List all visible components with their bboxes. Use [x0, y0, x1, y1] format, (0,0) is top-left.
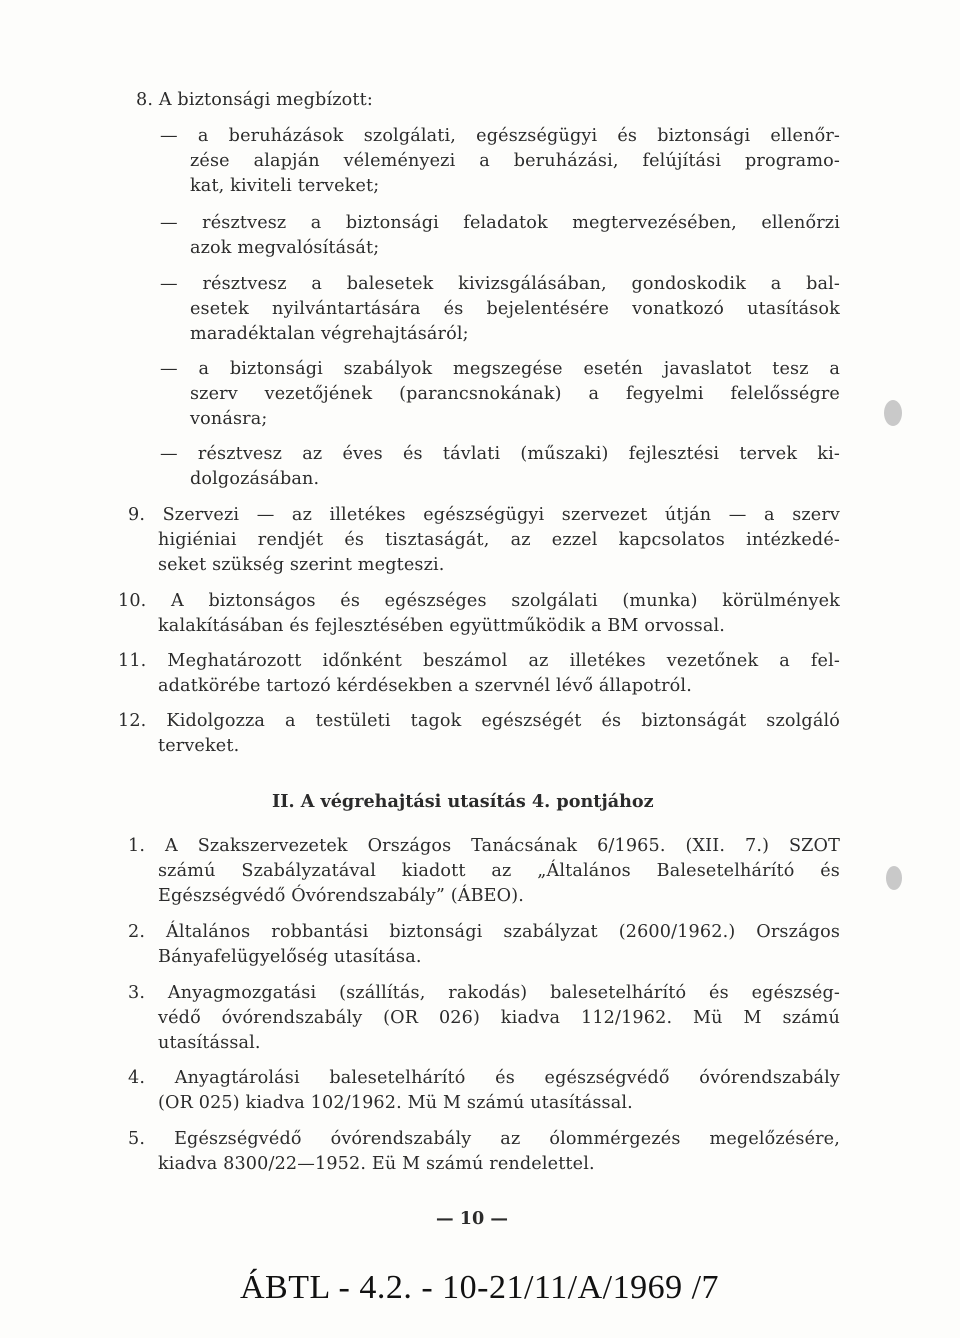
archive-reference: ÁBTL - 4.2. - 10-21/11/A/1969 /7 [240, 1269, 720, 1306]
item8-bullet1-line2: zése alapján véleményezi a beruházási, felújítási programo- [190, 151, 840, 171]
item10-line2: kalakításában és fejlesztésében együttműködik a BM orvossal. [158, 616, 725, 636]
item8-title: 8. A biztonsági megbízott: [136, 90, 373, 110]
item8-bullet3-line2: esetek nyilvántartására és bejelentésére vonatkozó utasítások [190, 299, 840, 319]
section-item5-line2: kiadva 8300/22—1952. Eü M számú rendelettel. [158, 1154, 595, 1174]
section-item2-line2: Bányafelügyelőség utasítása. [158, 947, 422, 967]
item12-line2: terveket. [158, 736, 240, 756]
item11-line2: adatkörébe tartozó kérdésekben a szervnél lévő állapotról. [158, 676, 692, 696]
section-item3-line3: utasítással. [158, 1033, 261, 1053]
section-item4-line2: (OR 025) kiadva 102/1962. Mü M számú utasítással. [158, 1093, 633, 1113]
section-item3-line1: 3. Anyagmozgatási (szállítás, rakodás) balesetelhárító és egészség- [128, 983, 840, 1003]
section-item1-line3: Egészségvédő Óvórendszabály” (ÁBEO). [158, 886, 525, 906]
item8-bullet5-line2: dolgozásában. [190, 469, 320, 489]
page-number: — 10 — [436, 1208, 508, 1229]
item9-line1: 9. Szervezi — az illetékes egészségügyi szervezet útján — a szerv [128, 505, 840, 525]
item8-bullet2-line1: — résztvesz a biztonsági feladatok megtervezésében, ellenőrzi [160, 213, 840, 233]
section-item2-line1: 2. Általános robbantási biztonsági szabályzat (2600/1962.) Országos [128, 922, 840, 942]
binding-hole-mark [884, 400, 902, 426]
section-item1-line2: számú Szabályzatával kiadott az „Általános Balesetelhárító és [158, 861, 840, 881]
item8-bullet4-line2: szerv vezetőjének (parancsnokának) a fegyelmi felelősségre [190, 384, 840, 404]
item9-line3: seket szükség szerint megteszi. [158, 555, 445, 575]
section-item5-line1: 5. Egészségvédő óvórendszabály az ólommérgezés megelőzésére, [128, 1129, 840, 1149]
item8-bullet2-line2: azok megvalósítását; [190, 238, 380, 258]
item12-line1: 12. Kidolgozza a testületi tagok egészségét és biztonságát szolgáló [118, 711, 840, 731]
item9-line2: higiéniai rendjét és tisztaságát, az ezzel kapcsolatos intézkedé- [158, 530, 840, 550]
item8-bullet4-line3: vonásra; [190, 409, 268, 429]
item8-bullet1-line3: kat, kiviteli terveket; [190, 176, 380, 196]
section-item3-line2: védő óvórendszabály (OR 026) kiadva 112/1962. Mü M számú [158, 1008, 840, 1028]
item8-bullet4-line1: — a biztonsági szabályok megszegése esetén javaslatot tesz a [160, 359, 840, 379]
item8-bullet1-line1: — a beruházások szolgálati, egészségügyi és biztonsági ellenőr- [160, 126, 840, 146]
item8-bullet3-line3: maradéktalan végrehajtásáról; [190, 324, 469, 344]
item8-bullet3-line1: — résztvesz a balesetek kivizsgálásában, gondoskodik a bal- [160, 274, 840, 294]
item8-bullet5-line1: — résztvesz az éves és távlati (műszaki) fejlesztési tervek ki- [160, 444, 840, 464]
section-item1-line1: 1. A Szakszervezetek Országos Tanácsának 6/1965. (XII. 7.) SZOT [128, 836, 840, 856]
section-item4-line1: 4. Anyagtárolási balesetelhárító és egészségvédő óvórendszabály [128, 1068, 840, 1088]
section-heading: II. A végrehajtási utasítás 4. pontjához [272, 791, 654, 812]
binding-hole-mark [886, 866, 902, 890]
item11-line1: 11. Meghatározott időnként beszámol az illetékes vezetőnek a fel- [118, 651, 840, 671]
item10-line1: 10. A biztonságos és egészséges szolgálati (munka) körülmények [118, 591, 840, 611]
